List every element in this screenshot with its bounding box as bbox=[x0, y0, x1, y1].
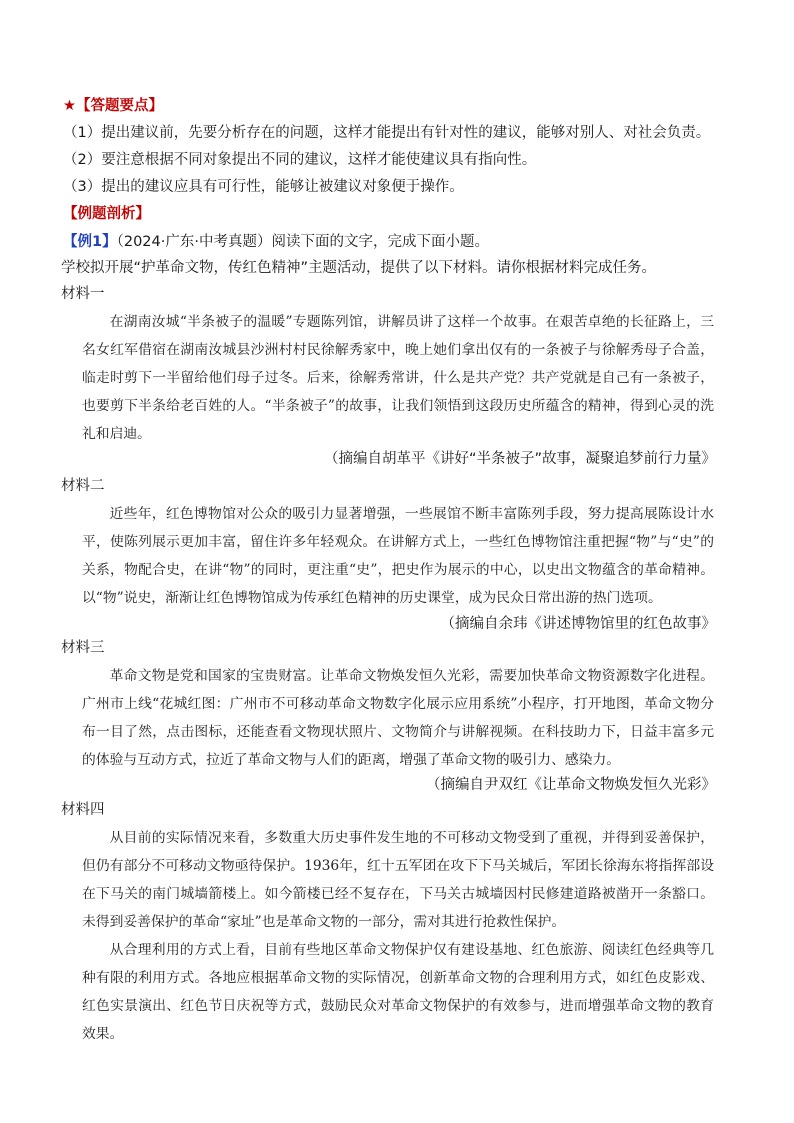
material-paragraph: 从目前的实际情况来看，多数重大历史事件发生地的不可移动文物受到了重视，并得到妥善保护，但仍有部分不可移动文物亟待保护。1936年，红十五军团在攻下下马关城后，军团长徐海东将指挥部设在下马关的南门城墙箭楼上。如今箭楼已经不复存在，下马关古城墙因村民修建道路被凿开一条豁口。未得到妥善保护的革命“家址”也是革命文物的一部分，需对其进行抢救性保护。 bbox=[82, 830, 714, 930]
example-header bbox=[63, 232, 489, 252]
example-source: （2024·广东·中考真题） bbox=[116, 234, 272, 250]
example-tag: 【例1】 bbox=[63, 234, 117, 250]
material-source: （摘编自胡革平《讲好“半条被子”故事，凝聚追梦前行力量》 bbox=[323, 451, 716, 467]
tips-heading bbox=[63, 96, 163, 116]
example-intro: 学校拟开展“护革命文物，传红色精神”主题活动，提供了以下材料。请你根据材料完成任务。 bbox=[61, 260, 657, 276]
material-paragraph: 革命文物是党和国家的宝贵财富。让革命文物焕发恒久光彩，需要加快革命文物资源数字化进程。广州市上线“花城红图：广州市不可移动革命文物数字化展示应用系统”小程序，打开地图，革命文物分布一目了然，点击图标，还能查看文物现状照片、文物简介与讲解视频。在科技助力下，日益丰富多元的体验与互动方式，拉近了革命文物与人们的距离，增强了革命文物的吸引力、感染力。 bbox=[82, 668, 714, 768]
analysis-heading: 【例题剖析】 bbox=[63, 206, 150, 222]
tip-item: （2）要注意根据不同对象提出不同的建议，这样才能使建议具有指向性。 bbox=[63, 152, 537, 168]
star-icon: ★ bbox=[63, 98, 76, 114]
material-paragraph: 在湖南汝城“半条被子的温暖”专题陈列馆，讲解员讲了这样一个故事。在艰苦卓绝的长征路上，三名女红军借宿在湖南汝城县沙洲村村民徐解秀家中，晚上她们拿出仅有的一条被子与徐解秀母子合盖，临走时剪下一半留给他们母子过冬。后来，徐解秀常讲，什么是共产党？共产党就是自己有一条被子，也要剪下半条给老百姓的人。“半条被子”的故事，让我们领悟到这段历史所蕴含的精神，得到心灵的洗礼和启迪。 bbox=[82, 314, 714, 442]
material-paragraph: 近些年，红色博物馆对公众的吸引力显著增强，一些展馆不断丰富陈列手段，努力提高展陈设计水平，使陈列展示更加丰富，留住许多年轻观众。在讲解方式上，一些红色博物馆注重把握“物”与“史”的关系，物配合史，在讲“物”的同时，更注重“史”，把史作为展示的中心，以史出文物蕴含的革命精神。以“物”说史，渐渐让红色博物馆成为传承红色精神的历史课堂，成为民众日常出游的热门选项。 bbox=[82, 506, 714, 606]
material-paragraph: 从合理利用的方式上看，目前有些地区革命文物保护仅有建设基地、红色旅游、阅读红色经典等几种有限的利用方式。各地应根据革命文物的实际情况，创新革命文物的合理利用方式，如红色皮影戏、红色实景演出、红色节日庆祝等方式，鼓励民众对革命文物保护的有效参与，进而增强革命文物的教育效果。 bbox=[82, 942, 714, 1042]
example-instruction: 阅读下面的文字，完成下面小题。 bbox=[271, 234, 489, 250]
material-label: 材料一 bbox=[61, 286, 105, 302]
material-source: （摘编自余玮《讲述博物馆里的红色故事》 bbox=[440, 616, 716, 632]
material-label: 材料四 bbox=[61, 802, 105, 818]
tip-item: （3）提出的建议应具有可行性，能够让被建议对象便于操作。 bbox=[63, 179, 464, 195]
tip-item: （1）提出建议前，先要分析存在的问题，这样才能提出有针对性的建议，能够对别人、对社会负责。 bbox=[63, 125, 711, 141]
tips-title: 【答题要点】 bbox=[76, 98, 163, 114]
material-label: 材料三 bbox=[61, 640, 105, 656]
material-label: 材料二 bbox=[61, 478, 105, 494]
material-source: （摘编自尹双红《让革命文物焕发恒久光彩》 bbox=[426, 777, 716, 793]
